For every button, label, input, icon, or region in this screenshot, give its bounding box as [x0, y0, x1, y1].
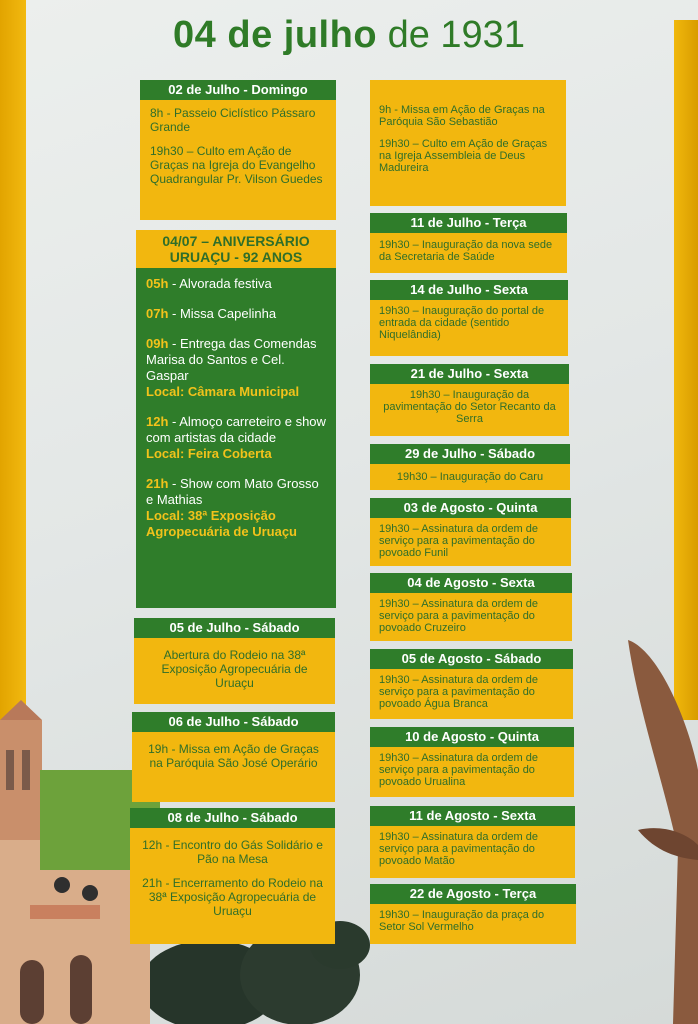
program-location: Local: Feira Coberta: [146, 446, 272, 461]
event-item: 19h30 – Inauguração do portal de entrada da cidade (sentido Niquelândia): [379, 305, 545, 341]
anniversary-line1: 04/07 – ANIVERSÁRIO: [162, 233, 310, 249]
program-item: [146, 414, 326, 462]
event-date-header: 21 de Julho - Sexta: [370, 364, 569, 384]
event-06-julho: [132, 712, 335, 802]
event-details: [140, 100, 336, 220]
event-item: 19h30 – Inauguração da pavimentação do Setor Recanto da Serra: [383, 389, 556, 425]
event-29-julho: [370, 444, 570, 490]
program-time: 05h: [146, 276, 169, 291]
program-time: 07h: [146, 306, 169, 321]
program-location: Local: Câmara Municipal: [146, 384, 300, 399]
event-details: [130, 828, 335, 944]
title-year: de 1931: [377, 14, 525, 56]
event-details: [134, 638, 335, 704]
program-item: [146, 306, 326, 322]
event-details: [370, 384, 569, 436]
program-text: - Missa Capelinha: [168, 306, 277, 321]
event-details: [370, 518, 571, 566]
event-03-agosto: [370, 498, 571, 566]
left-yellow-edge: [0, 0, 26, 720]
event-item: 19h30 – Assinatura da ordem de serviço para a pavimentação do povoado Matão: [379, 831, 539, 867]
event-date-header: 11 de Julho - Terça: [370, 213, 567, 233]
program-item: [146, 276, 326, 292]
program-location: Local: 38ª Exposição Agropecuária de Uruaçu: [146, 508, 297, 539]
program-text: - Almoço carreteiro e show com artistas da cidade: [146, 414, 326, 445]
event-item: Abertura do Rodeio na 38ª Exposição Agropecuária de Uruaçu: [161, 648, 308, 690]
event-item: 19h30 – Culto em Ação de Graças na Igreja do Evangelho Quadrangular Pr. Vilson Guedes: [150, 144, 323, 186]
anniversary-banner: [136, 230, 336, 268]
event-date-header: 06 de Julho - Sábado: [132, 712, 335, 732]
event-details: [370, 904, 576, 944]
program-time: 12h: [146, 414, 169, 429]
program-item: [146, 336, 326, 400]
event-date-header: 04 de Agosto - Sexta: [370, 573, 572, 593]
event-date-header: 10 de Agosto - Quinta: [370, 727, 574, 747]
event-item: 19h30 – Inauguração da nova sede da Secretaria de Saúde: [379, 239, 553, 263]
program-time: 21h: [146, 476, 169, 491]
event-details: [370, 80, 566, 206]
anniversary-block: [136, 230, 336, 608]
event-item: 19h30 – Assinatura da ordem de serviço para a pavimentação do povoado Funil: [379, 523, 539, 559]
event-date-header: 29 de Julho - Sábado: [370, 444, 570, 464]
event-date-header: 14 de Julho - Sexta: [370, 280, 568, 300]
event-details: [370, 747, 574, 797]
event-details: [370, 669, 573, 719]
event-item: 19h30 – Culto em Ação de Graças na Igreja Assembleia de Deus Madureira: [379, 138, 548, 174]
event-item: 21h - Encerramento do Rodeio na 38ª Exposição Agropecuária de Uruaçu: [142, 876, 323, 918]
title-date: 04 de julho: [173, 14, 378, 56]
event-date-header: 05 de Julho - Sábado: [134, 618, 335, 638]
event-date-header: 22 de Agosto - Terça: [370, 884, 576, 904]
event-item: 19h30 – Inauguração da praça do Setor Sol Vermelho: [379, 909, 545, 933]
program-time: 09h: [146, 336, 169, 351]
program-text: - Alvorada festiva: [168, 276, 272, 291]
event-date-header: 03 de Agosto - Quinta: [370, 498, 571, 518]
event-21-julho: [370, 364, 569, 436]
event-05-agosto: [370, 649, 573, 719]
event-date-header: 05 de Agosto - Sábado: [370, 649, 573, 669]
event-10-agosto: [370, 727, 574, 797]
event-14-julho: [370, 280, 568, 356]
anniversary-line2: URUAÇU - 92 ANOS: [169, 249, 303, 265]
event-details: [370, 826, 575, 878]
event-item: 12h - Encontro do Gás Solidário e Pão na Mesa: [142, 838, 323, 866]
event-02-julho: [140, 80, 336, 220]
event-item: 9h - Missa em Ação de Graças na Paróquia São Sebastião: [379, 104, 545, 128]
event-11-julho: [370, 213, 567, 273]
right-yellow-edge: [674, 20, 698, 720]
event-item: 8h - Passeio Ciclístico Pássaro Grande: [150, 106, 316, 134]
event-continuation: [370, 80, 566, 206]
event-details: [370, 300, 568, 356]
event-details: [132, 732, 335, 802]
event-item: 19h30 – Assinatura da ordem de serviço para a pavimentação do povoado Urualina: [379, 752, 539, 788]
event-22-agosto: [370, 884, 576, 944]
event-item: 19h30 – Assinatura da ordem de serviço para a pavimentação do povoado Cruzeiro: [379, 598, 539, 634]
anniversary-program: [136, 268, 336, 608]
bird-sculpture-illustration: [618, 630, 698, 1024]
page-title: [0, 14, 698, 57]
event-item: 19h30 – Assinatura da ordem de serviço para a pavimentação do povoado Água Branca: [379, 674, 539, 710]
event-item: 19h - Missa em Ação de Graças na Paróquia São José Operário: [148, 742, 319, 770]
event-date-header: 02 de Julho - Domingo: [140, 80, 336, 100]
event-04-agosto: [370, 573, 572, 641]
event-08-julho: [130, 808, 335, 944]
event-date-header: 11 de Agosto - Sexta: [370, 806, 575, 826]
event-details: [370, 464, 570, 490]
event-date-header: 08 de Julho - Sábado: [130, 808, 335, 828]
program-text: - Entrega das Comendas Marisa do Santos e Cel. Gaspar: [146, 336, 317, 383]
event-11-agosto: [370, 806, 575, 878]
program-item: [146, 476, 326, 540]
event-details: [370, 593, 572, 641]
event-05-julho: [134, 618, 335, 704]
event-item: 19h30 – Inauguração do Caru: [396, 471, 544, 483]
program-text: - Show com Mato Grosso e Mathias: [146, 476, 319, 507]
event-details: [370, 233, 567, 273]
